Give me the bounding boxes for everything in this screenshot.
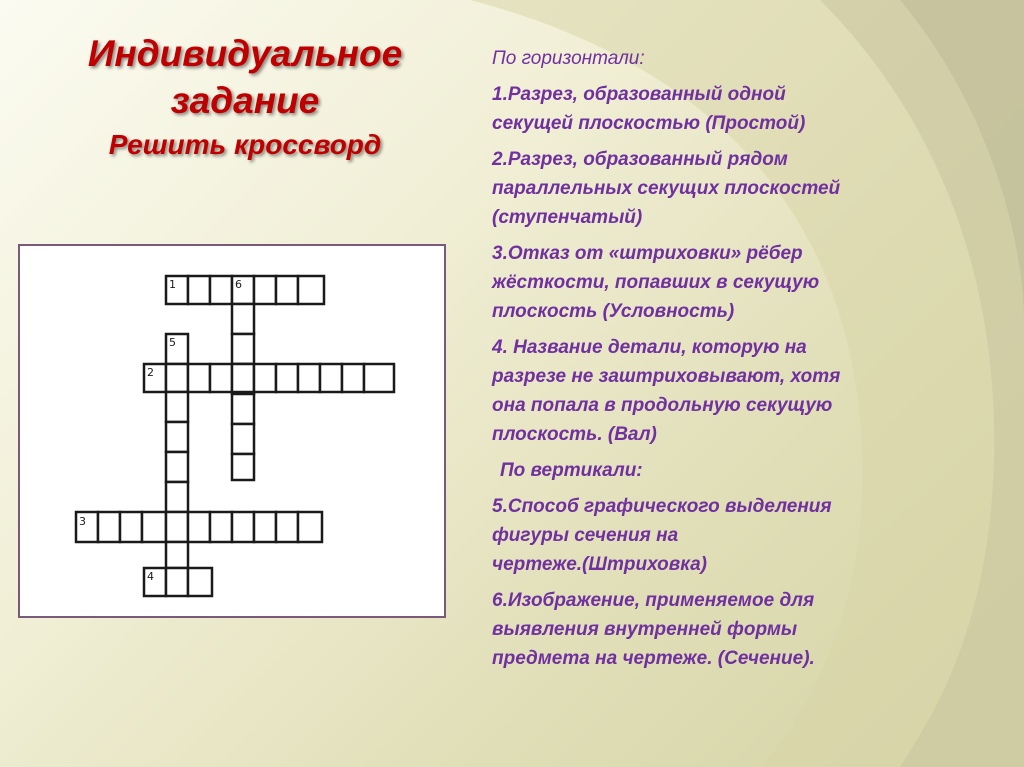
crossword-cell[interactable] — [166, 422, 188, 452]
crossword-cell[interactable] — [166, 482, 188, 512]
crossword-number-3: 3 — [79, 515, 86, 528]
crossword-number-2: 2 — [147, 366, 154, 379]
crossword-number-6: 6 — [235, 278, 242, 291]
crossword-cell[interactable] — [188, 512, 210, 542]
crossword-cell[interactable] — [210, 276, 232, 304]
clue-vertical-5: 5.Способ графического выделения фигуры сечения на чертеже.(Штриховка) — [492, 496, 832, 575]
crossword-cell[interactable] — [276, 276, 298, 304]
crossword-cell[interactable] — [232, 454, 254, 480]
crossword-cell[interactable] — [320, 364, 342, 392]
clue-horizontal-1: 1.Разрез, образованный одной секущей плоскостью (Простой) — [492, 84, 806, 134]
crossword-cell[interactable] — [188, 364, 210, 392]
crossword-cell[interactable] — [342, 364, 364, 392]
crossword-cell[interactable] — [364, 364, 394, 392]
crossword-number-4: 4 — [147, 570, 154, 583]
crossword-cell[interactable] — [254, 276, 276, 304]
crossword-cell[interactable] — [232, 424, 254, 454]
crossword-cell[interactable] — [210, 364, 232, 392]
title-subtitle: Решить кроссворд — [108, 129, 382, 160]
crossword-cell[interactable] — [298, 364, 320, 392]
crossword-cell[interactable] — [210, 512, 232, 542]
crossword-cell[interactable] — [166, 452, 188, 482]
crossword-cell[interactable] — [188, 568, 212, 596]
crossword-cell[interactable] — [232, 512, 254, 542]
clue-horizontal-4: 4. Название детали, которую на разрезе не заштриховывают, хотя она попала в продольную секущую плоскость. (Вал) — [492, 337, 841, 445]
crossword-cell[interactable] — [166, 512, 188, 542]
crossword-number-5: 5 — [169, 336, 176, 349]
crossword-cell[interactable] — [232, 364, 254, 392]
crossword-panel — [18, 244, 446, 618]
horizontal-heading: По горизонтали: — [492, 48, 645, 69]
clue-vertical-6: 6.Изображение, применяемое для выявления внутренней формы предмета на чертеже. (Сечение). — [492, 590, 815, 669]
crossword-cell[interactable] — [232, 334, 254, 364]
title-line-2: задание — [170, 80, 320, 121]
crossword-cell[interactable] — [98, 512, 120, 542]
crossword-cell[interactable] — [142, 512, 166, 542]
crossword-cell[interactable] — [166, 364, 188, 392]
crossword-cell[interactable] — [120, 512, 142, 542]
crossword-cell[interactable] — [276, 364, 298, 392]
crossword-cell[interactable] — [232, 304, 254, 334]
crossword-cell[interactable] — [276, 512, 298, 542]
vertical-heading: По вертикали: — [500, 460, 643, 481]
clues-block — [492, 44, 972, 680]
crossword-cell[interactable] — [166, 542, 188, 568]
crossword-cell[interactable] — [298, 512, 322, 542]
crossword-cell[interactable] — [166, 392, 188, 422]
clue-horizontal-2: 2.Разрез, образованный рядом параллельных секущих плоскостей (ступенчатый) — [492, 149, 841, 228]
crossword-cell[interactable] — [166, 568, 188, 596]
slide-title — [60, 30, 430, 164]
title-line-1: Индивидуальное — [87, 33, 403, 74]
crossword-number-1: 1 — [169, 278, 176, 291]
crossword-grid — [20, 246, 444, 616]
crossword-cell[interactable] — [298, 276, 324, 304]
crossword-cell[interactable] — [254, 512, 276, 542]
crossword-cell[interactable] — [188, 276, 210, 304]
clue-horizontal-3: 3.Отказ от «штриховки» рёбер жёсткости, попавших в секущую плоскость (Условность) — [492, 243, 820, 322]
crossword-cell[interactable] — [254, 364, 276, 392]
crossword-cell[interactable] — [232, 394, 254, 424]
